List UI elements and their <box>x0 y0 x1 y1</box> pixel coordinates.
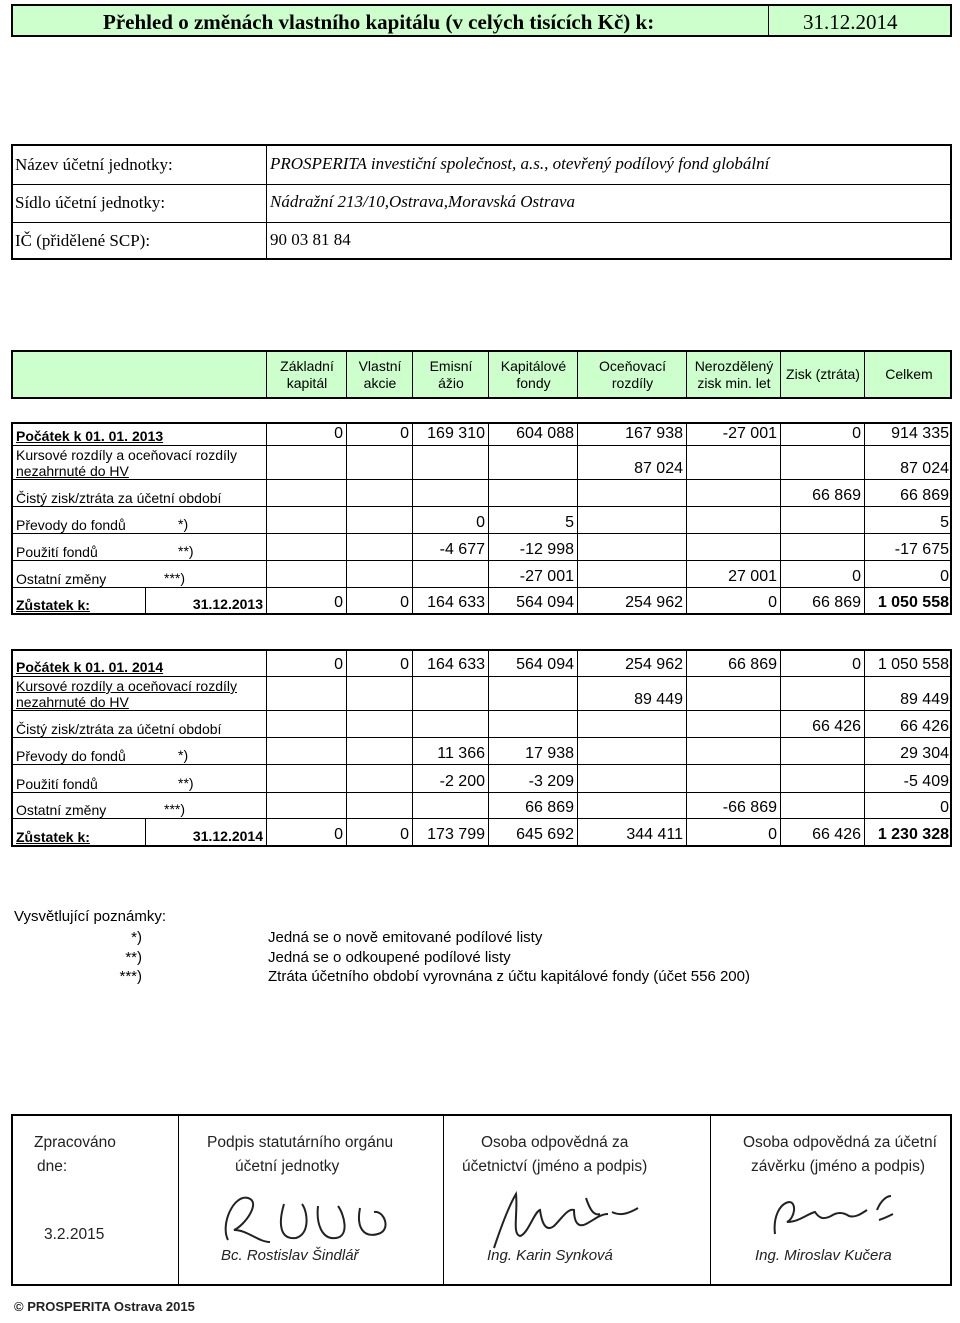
column-header-label: Zisk (ztráta) <box>786 366 860 382</box>
value-cell: 66 869 <box>780 588 864 614</box>
value-cell: 254 962 <box>577 651 686 676</box>
value-cell: 164 633 <box>412 588 488 614</box>
value-cell: 0 <box>780 651 864 676</box>
statement-label: Osoba odpovědná za účetní <box>743 1134 937 1151</box>
prepared-label: Zpracováno <box>34 1134 116 1151</box>
value-cell: 5 <box>488 507 577 534</box>
value-cell: 564 094 <box>488 588 577 614</box>
value-cell: 564 094 <box>488 651 577 676</box>
value-cell: 1 230 328 <box>864 819 952 846</box>
value-cell: 0 <box>412 507 488 534</box>
value-cell: 0 <box>346 819 412 846</box>
value-cell: -17 675 <box>864 534 952 561</box>
entity-ic-value: 90 03 81 84 <box>270 230 351 249</box>
value-cell: 0 <box>266 588 346 614</box>
value-cell: 0 <box>780 424 864 445</box>
value-cell: 66 869 <box>780 480 864 507</box>
value-cell: 0 <box>686 819 780 846</box>
value-cell: 0 <box>346 424 412 445</box>
value-cell: 914 335 <box>864 424 952 445</box>
value-cell: -27 001 <box>488 561 577 588</box>
value-cell: 0 <box>864 561 952 588</box>
entity-seat-label: Sídlo účetní jednotky: <box>15 193 166 212</box>
statement-signature-box <box>710 1116 950 1284</box>
value-cell: 66 869 <box>686 651 780 676</box>
column-header-label: Vlastní akcie <box>358 357 402 391</box>
column-header-label: Celkem <box>885 366 933 382</box>
statutory-label-2: účetní jednotky <box>235 1158 340 1175</box>
value-cell: 604 088 <box>488 424 577 445</box>
column-header-label: Oceňovací rozdíly <box>599 357 666 391</box>
statutory-signature-box <box>178 1116 444 1284</box>
value-cell: 1 050 558 <box>864 651 952 676</box>
entity-name-value: PROSPERITA investiční společnost, a.s., otevřený podílový fond globální <box>270 154 770 173</box>
value-cell: 167 938 <box>577 424 686 445</box>
row-label: Počátek k 01. 01. 2014 <box>16 659 164 675</box>
row-label: Použití fondů <box>16 776 98 792</box>
value-cell: -27 001 <box>686 424 780 445</box>
value-cell: 89 449 <box>577 677 686 711</box>
row-label: Počátek k 01. 01. 2013 <box>16 428 164 444</box>
row-label: Čistý zisk/ztráta za účetní období <box>16 721 222 737</box>
note-mark: *) <box>131 929 142 946</box>
value-cell: 11 366 <box>412 738 488 765</box>
row-label: Převody do fondů <box>16 748 126 764</box>
value-cell: 89 449 <box>864 677 952 711</box>
row-label: Převody do fondů <box>16 517 126 533</box>
accounting-signature <box>482 1184 672 1254</box>
note-text: Ztráta účetního období vyrovnána z účtu kapitálové fondy (účet 556 200) <box>268 968 750 985</box>
row-label: Zůstatek k: <box>16 829 90 845</box>
report-date: 31.12.2014 <box>803 10 898 34</box>
row-label: Zůstatek k: <box>16 597 90 613</box>
statutory-signature <box>214 1184 414 1254</box>
value-cell: 66 869 <box>488 793 577 819</box>
row-label: Kursové rozdíly a oceňovací rozdíly nezahrnuté do HV <box>16 678 237 710</box>
value-cell: 0 <box>346 651 412 676</box>
note-mark: ***) <box>119 968 142 985</box>
value-cell: 17 938 <box>488 738 577 765</box>
value-cell: 87 024 <box>577 446 686 480</box>
statutory-label: Podpis statutárního orgánu <box>207 1134 394 1151</box>
value-cell: 0 <box>780 561 864 588</box>
row-note-mark: ***) <box>164 801 186 817</box>
value-cell: 164 633 <box>412 651 488 676</box>
row-label: Ostatní změny <box>16 802 107 818</box>
value-cell: 344 411 <box>577 819 686 846</box>
accounting-signature-box <box>443 1116 711 1284</box>
value-cell: 254 962 <box>577 588 686 614</box>
value-cell: 0 <box>864 793 952 819</box>
value-cell: -3 209 <box>488 765 577 793</box>
value-cell: 173 799 <box>412 819 488 846</box>
notes-heading: Vysvětlující poznámky: <box>14 908 166 925</box>
value-cell: -12 998 <box>488 534 577 561</box>
value-cell: 0 <box>346 588 412 614</box>
row-label: Použití fondů <box>16 544 98 560</box>
value-cell: 1 050 558 <box>864 588 952 614</box>
value-cell: 66 426 <box>864 711 952 738</box>
column-header-label: Nerozdělený zisk min. let <box>694 357 774 391</box>
value-cell: 5 <box>864 507 952 534</box>
column-header-label: Základní kapitál <box>280 357 334 391</box>
prepared-date: 3.2.2015 <box>44 1226 105 1243</box>
note-text: Jedná se o nově emitované podílové listy <box>268 929 543 946</box>
value-cell: -2 200 <box>412 765 488 793</box>
value-cell: 0 <box>266 424 346 445</box>
note-mark: **) <box>125 949 142 966</box>
value-cell: 645 692 <box>488 819 577 846</box>
value-cell: 169 310 <box>412 424 488 445</box>
value-cell: 66 426 <box>780 819 864 846</box>
accounting-name: Ing. Karin Synková <box>487 1247 613 1264</box>
footer-copyright: © PROSPERITA Ostrava 2015 <box>14 1299 195 1314</box>
signature-block <box>11 1114 952 1286</box>
row-note-mark: *) <box>178 747 189 763</box>
row-label: Kursové rozdíly a oceňovací rozdíly nezahrnuté do HV <box>16 447 237 479</box>
prepared-label-2: dne: <box>37 1158 68 1175</box>
value-cell: 87 024 <box>864 446 952 480</box>
accounting-label: Osoba odpovědná za <box>481 1134 629 1151</box>
value-cell: 27 001 <box>686 561 780 588</box>
value-cell: 0 <box>686 588 780 614</box>
value-cell: 66 426 <box>780 711 864 738</box>
row-note-mark: **) <box>178 543 194 559</box>
row-note-mark: 31.12.2014 <box>192 828 263 844</box>
report-title: Přehled o změnách vlastního kapitálu (v celých tisících Kč) k: <box>103 10 655 34</box>
row-note-mark: 31.12.2013 <box>192 596 263 612</box>
row-note-mark: *) <box>178 516 189 532</box>
entity-ic-label: IČ (přidělené SCP): <box>15 231 151 250</box>
row-label: Čistý zisk/ztráta za účetní období <box>16 490 222 506</box>
column-header-label: Kapitálové fondy <box>500 357 567 391</box>
value-cell: -4 677 <box>412 534 488 561</box>
statement-name: Ing. Miroslav Kučera <box>755 1247 892 1264</box>
statement-label-2: závěrku (jméno a podpis) <box>751 1158 926 1175</box>
value-cell: 0 <box>266 651 346 676</box>
entity-seat-value: Nádražní 213/10,Ostrava,Moravská Ostrava <box>270 192 576 211</box>
column-header-label: Emisní ážio <box>429 357 473 391</box>
statement-signature <box>761 1188 921 1248</box>
value-cell: 0 <box>266 819 346 846</box>
statutory-name: Bc. Rostislav Šindlář <box>221 1247 359 1264</box>
row-note-mark: **) <box>178 775 194 791</box>
note-text: Jedná se o odkoupené podílové listy <box>268 949 511 966</box>
accounting-label-2: účetnictví (jméno a podpis) <box>462 1158 648 1175</box>
entity-name-label: Název účetní jednotky: <box>15 155 173 174</box>
value-cell: -66 869 <box>686 793 780 819</box>
value-cell: -5 409 <box>864 765 952 793</box>
value-cell: 29 304 <box>864 738 952 765</box>
value-cell: 66 869 <box>864 480 952 507</box>
row-label: Ostatní změny <box>16 571 107 587</box>
row-note-mark: ***) <box>164 570 186 586</box>
